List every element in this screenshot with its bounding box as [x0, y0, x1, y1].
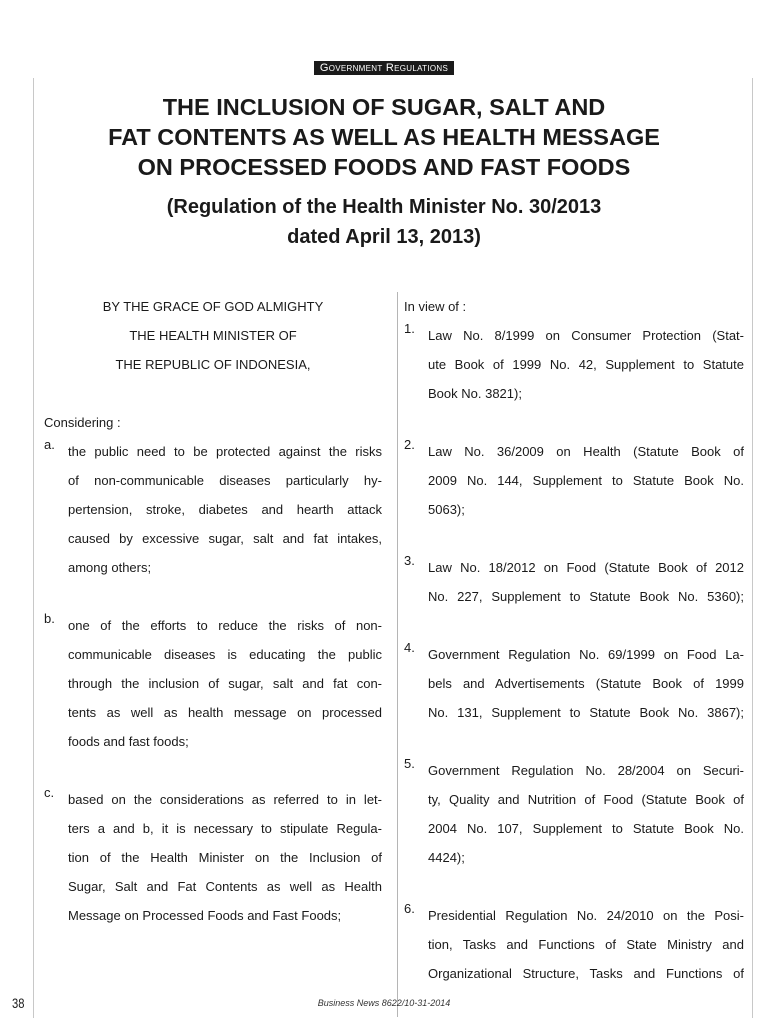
item-line: Book No. 3821); [428, 386, 522, 401]
list-item [404, 321, 744, 408]
left-margin-rule [33, 78, 34, 1018]
list-item [44, 437, 382, 582]
item-label: 4. [404, 640, 415, 655]
item-line: 2004 No. 107, Supplement to Statute Book No. [428, 821, 744, 836]
item-line: communicable diseases is educating the public [68, 647, 382, 662]
item-line: Government Regulation No. 28/2004 on Securi- [428, 763, 744, 778]
item-label: c. [44, 785, 55, 800]
item-line: Presidential Regulation No. 24/2010 on the Posi- [428, 908, 744, 923]
list-item [404, 640, 744, 727]
list-item [404, 756, 744, 872]
item-line: 5063); [428, 502, 465, 517]
item-line: tents as well as health message on processed [68, 705, 382, 720]
item-label: b. [44, 611, 55, 626]
item-label: 3. [404, 553, 415, 568]
item-line: Law No. 8/1999 on Consumer Protection (Stat- [428, 328, 744, 343]
item-line: 2009 No. 144, Supplement to Statute Book No. [428, 473, 744, 488]
item-line: Law No. 18/2012 on Food (Statute Book of 2012 [428, 560, 744, 575]
publication-footer: Business News 8622/10-31-2014 [317, 998, 451, 1008]
item-line: pertension, stroke, diabetes and hearth attack [68, 502, 382, 517]
list-item [404, 901, 744, 988]
column-divider [397, 292, 398, 1017]
item-line: No. 227, Supplement to Statute Book No. 5360); [428, 589, 744, 604]
item-line: among others; [68, 560, 152, 575]
item-line: through the inclusion of sugar, salt and fat con- [68, 676, 382, 691]
left-column [44, 292, 382, 930]
item-label: 2. [404, 437, 415, 452]
title-line: FAT CONTENTS AS WELL AS HEALTH MESSAGE [108, 124, 660, 150]
section-tag-label: Government Regulations [314, 61, 454, 75]
preamble-line: THE REPUBLIC OF INDONESIA, [115, 357, 311, 372]
item-label: 1. [404, 321, 415, 336]
item-line: of non-communicable diseases particularly hy- [68, 473, 382, 488]
item-line: caused by excessive sugar, salt and fat intakes, [68, 531, 382, 546]
item-line: ters a and b, it is necessary to stipulate Regula- [68, 821, 382, 836]
item-line: one of the efforts to reduce the risks of non- [68, 618, 382, 633]
list-item [44, 611, 382, 756]
right-margin-rule [752, 78, 753, 1018]
item-line: ty, Quality and Nutrition of Food (Statute Book of [428, 792, 744, 807]
item-line: foods and fast foods; [68, 734, 189, 749]
item-label: 5. [404, 756, 415, 771]
section-tag [0, 58, 768, 76]
in-view-label: In view of : [404, 299, 467, 314]
item-line: ute Book of 1999 No. 42, Supplement to Statute [428, 357, 744, 372]
item-label: a. [44, 437, 55, 452]
subtitle-line: (Regulation of the Health Minister No. 30/2013 [166, 196, 602, 218]
page-subtitle [40, 192, 728, 252]
item-line: based on the considerations as referred to in let- [68, 792, 382, 807]
right-column [404, 292, 744, 988]
item-line: tion, Tasks and Functions of State Ministry and [428, 937, 744, 952]
item-line: Message on Processed Foods and Fast Foods; [68, 908, 342, 923]
item-line: Law No. 36/2009 on Health (Statute Book of [428, 444, 744, 459]
title-line: ON PROCESSED FOODS AND FAST FOODS [137, 154, 631, 180]
list-item [404, 553, 744, 611]
page-number: 38 [12, 995, 25, 1011]
subtitle-line: dated April 13, 2013) [287, 226, 481, 248]
title-line: THE INCLUSION OF SUGAR, SALT AND [162, 94, 606, 120]
item-line: tion of the Health Minister on the Inclusion of [68, 850, 382, 865]
item-line: Government Regulation No. 69/1999 on Food La- [428, 647, 744, 662]
list-item [44, 785, 382, 930]
page-title [40, 92, 728, 182]
item-label: 6. [404, 901, 415, 916]
preamble-line: THE HEALTH MINISTER OF [129, 328, 297, 343]
item-line: the public need to be protected against the risks [68, 444, 382, 459]
item-line: Sugar, Salt and Fat Contents as well as Health [68, 879, 382, 894]
item-line: Organizational Structure, Tasks and Functions of [428, 966, 744, 981]
item-line: 4424); [428, 850, 465, 865]
list-item [404, 437, 744, 524]
item-line: No. 131, Supplement to Statute Book No. 3867); [428, 705, 744, 720]
item-line: bels and Advertisements (Statute Book of 1999 [428, 676, 744, 691]
preamble-line: BY THE GRACE OF GOD ALMIGHTY [102, 299, 324, 314]
considering-label: Considering : [44, 415, 121, 430]
